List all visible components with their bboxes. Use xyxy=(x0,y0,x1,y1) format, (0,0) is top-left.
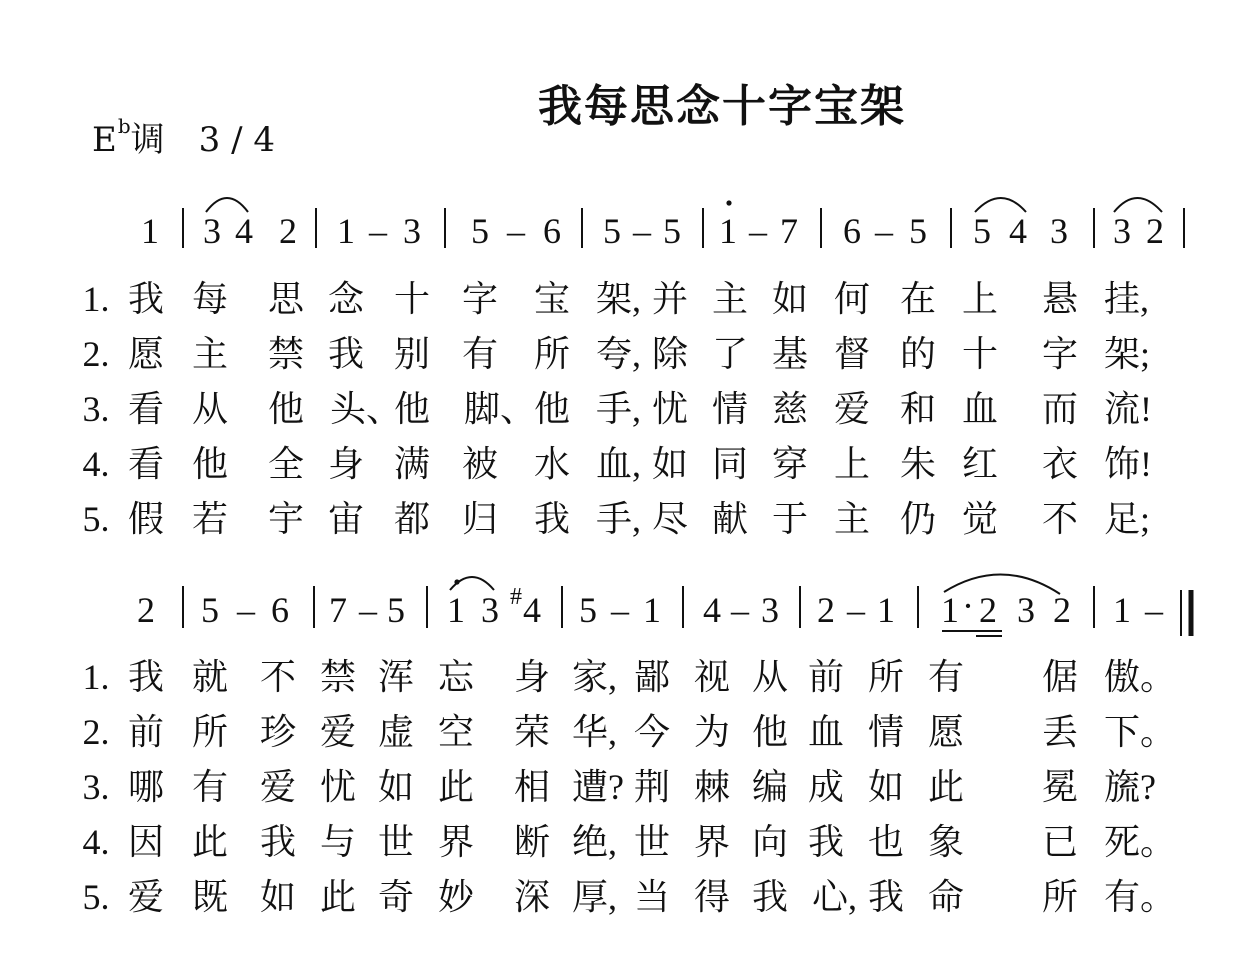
lyric: 我 xyxy=(807,822,845,862)
key-flat: b xyxy=(117,113,131,138)
lyric: 珍 xyxy=(259,712,297,752)
lyric: 身 xyxy=(327,444,365,484)
lyric: 前 xyxy=(807,657,845,697)
verse-number: 5. xyxy=(82,499,110,539)
lyric: 仍 xyxy=(899,499,937,539)
lyric: 深 xyxy=(513,877,551,917)
dash: – xyxy=(611,590,629,630)
lyric: 死。 xyxy=(1104,822,1177,862)
dash: – xyxy=(749,211,767,251)
lyric: 红 xyxy=(961,444,999,484)
lyric: 我 xyxy=(751,877,789,917)
dash: – xyxy=(507,211,525,251)
lyric: 字 xyxy=(461,279,499,319)
lyric: 视 xyxy=(693,657,731,697)
lyric: 十 xyxy=(961,334,999,374)
note: 5 xyxy=(603,211,621,251)
verse-number: 1. xyxy=(82,279,110,319)
lyric: 脚、 xyxy=(464,389,537,429)
note: 2 xyxy=(1053,590,1071,630)
lyric: 从 xyxy=(191,389,229,429)
lyric: 穿 xyxy=(771,444,809,484)
lyric: 衣 xyxy=(1041,444,1079,484)
dash: – xyxy=(1145,590,1163,630)
verse-number: 5. xyxy=(82,877,110,917)
lyric: 我 xyxy=(533,499,571,539)
note: 2 xyxy=(1146,211,1164,251)
lyric: 因 xyxy=(127,822,165,862)
note: 1 xyxy=(643,590,661,630)
note: 6 xyxy=(543,211,561,251)
lyric: 上 xyxy=(961,279,999,319)
note: 3 xyxy=(1050,211,1068,251)
lyric: 慈 xyxy=(771,389,809,429)
lyric: 如 xyxy=(771,279,809,319)
note: 3 xyxy=(1017,590,1035,630)
lyric: 浑 xyxy=(377,657,415,697)
lyric: 手, xyxy=(596,389,642,429)
lyric: 别 xyxy=(393,334,431,374)
lyric: 上 xyxy=(833,444,871,484)
lyric: 哪 xyxy=(127,767,165,807)
lyric: 家, xyxy=(572,657,618,697)
time-signature: 3 / 4 xyxy=(198,120,275,160)
lyric: 不 xyxy=(1041,499,1079,539)
verse-number: 4. xyxy=(82,822,110,862)
note: 7 xyxy=(329,590,347,630)
note: 1 xyxy=(941,590,959,630)
lyric: 尽 xyxy=(651,499,689,539)
lyric: 情 xyxy=(867,712,905,752)
lyric: 妙 xyxy=(437,877,475,917)
slur xyxy=(206,198,248,212)
note: 1 xyxy=(141,211,159,251)
lyric: 宙 xyxy=(327,499,365,539)
verse-number: 3. xyxy=(82,767,110,807)
lyric: 禁 xyxy=(319,657,357,697)
lyric: 此 xyxy=(437,767,475,807)
verse-4 xyxy=(83,822,1177,862)
lyric: 于 xyxy=(771,499,809,539)
lyric: 看 xyxy=(127,389,165,429)
note: 5 xyxy=(973,211,991,251)
note: 3 xyxy=(761,590,779,630)
lyric: 象 xyxy=(927,822,965,862)
lyric: 此 xyxy=(319,877,357,917)
note: 4 xyxy=(235,211,253,251)
dash: – xyxy=(731,590,749,630)
note: 2 xyxy=(137,590,155,630)
note: 1 xyxy=(719,211,737,251)
note: 4 xyxy=(523,590,541,630)
note: 1 xyxy=(1113,590,1131,630)
lyric: 下。 xyxy=(1104,712,1177,752)
note: 3 xyxy=(481,590,499,630)
notation-line-2 xyxy=(137,574,1191,636)
lyric: 命 xyxy=(927,877,965,917)
lyric: 荣 xyxy=(513,712,551,752)
sharp-sign: # xyxy=(510,584,522,610)
lyric: 血, xyxy=(596,444,642,484)
lyric: 头、 xyxy=(330,389,403,429)
verse-number: 1. xyxy=(82,657,110,697)
lyric: 空 xyxy=(437,712,475,752)
lyric: 界 xyxy=(437,822,475,862)
lyric: 如 xyxy=(867,767,905,807)
lyric: 若 xyxy=(191,499,229,539)
lyric: 宇 xyxy=(267,499,305,539)
slur xyxy=(1114,198,1162,212)
lyric: 有 xyxy=(461,334,499,374)
lyric: 觉 xyxy=(961,499,999,539)
lyric: 成 xyxy=(807,767,845,807)
slur xyxy=(975,198,1026,212)
note: 3 xyxy=(403,211,421,251)
note: 5 xyxy=(471,211,489,251)
lyric: 情 xyxy=(711,389,749,429)
lyric: 如 xyxy=(377,767,415,807)
verse-number: 4. xyxy=(82,444,110,484)
lyric: 前 xyxy=(127,712,165,752)
lyric: 主 xyxy=(711,279,749,319)
lyric: 爱 xyxy=(833,389,871,429)
lyric: 了 xyxy=(711,334,749,374)
note: 2 xyxy=(979,590,997,630)
dash: – xyxy=(369,211,387,251)
lyric: 得 xyxy=(693,877,731,917)
note: 5 xyxy=(387,590,405,630)
lyric: 与 xyxy=(319,822,357,862)
lyric: 此 xyxy=(927,767,965,807)
verse-5 xyxy=(83,877,1177,917)
dash: – xyxy=(237,590,255,630)
key-label: 调 xyxy=(130,120,165,160)
note: 1 xyxy=(447,590,465,630)
lyric: 我 xyxy=(127,657,165,697)
lyric: 我 xyxy=(127,279,165,319)
lyric: 和 xyxy=(899,389,937,429)
lyric: 悬 xyxy=(1041,279,1079,319)
lyric: 所 xyxy=(1041,877,1079,917)
lyric: 基 xyxy=(771,334,809,374)
lyric: 夸, xyxy=(596,334,642,374)
lyric: 何 xyxy=(833,279,871,319)
lyric: 满 xyxy=(393,444,431,484)
dash: – xyxy=(847,590,865,630)
lyric: 愿 xyxy=(127,334,165,374)
lyric: 如 xyxy=(259,877,297,917)
dash: – xyxy=(875,211,893,251)
lyric: 而 xyxy=(1041,389,1079,429)
lyric: 归 xyxy=(461,499,499,539)
lyric: 宝 xyxy=(533,279,571,319)
lyric: 他 xyxy=(191,444,229,484)
lyric: 除 xyxy=(651,334,689,374)
lyric: 忘 xyxy=(437,657,475,697)
lyric: 愿 xyxy=(927,712,965,752)
note: 6 xyxy=(843,211,861,251)
note: 5 xyxy=(663,211,681,251)
lyric: 不 xyxy=(259,657,297,697)
verse-number: 2. xyxy=(82,712,110,752)
verse-2 xyxy=(83,334,1151,374)
verse-3 xyxy=(83,767,1156,807)
lyric: 爱 xyxy=(319,712,357,752)
lyric: 被 xyxy=(461,444,499,484)
lyric: 冕 xyxy=(1041,767,1079,807)
lyric: 同 xyxy=(711,444,749,484)
key-letter: E xyxy=(92,120,117,160)
lyric: 如 xyxy=(651,444,689,484)
lyric: 断 xyxy=(513,822,551,862)
note: 5 xyxy=(201,590,219,630)
verse-2 xyxy=(83,712,1177,752)
lyric: 所 xyxy=(533,334,571,374)
lyric: 看 xyxy=(127,444,165,484)
note: 4 xyxy=(1009,211,1027,251)
lyric: 虚 xyxy=(377,712,415,752)
lyric: 饰! xyxy=(1104,444,1152,484)
note: 3 xyxy=(203,211,221,251)
lyric: 足; xyxy=(1104,499,1151,539)
lyric: 已 xyxy=(1041,822,1079,862)
high-octave-dot xyxy=(726,200,731,205)
lyric: 就 xyxy=(191,657,229,697)
lyric: 既 xyxy=(191,877,229,917)
lyric: 华, xyxy=(572,712,618,752)
lyric: 从 xyxy=(751,657,789,697)
lyric: 爱 xyxy=(259,767,297,807)
lyric: 都 xyxy=(393,499,431,539)
lyric: 鄙 xyxy=(633,657,671,697)
lyric: 他 xyxy=(393,389,431,429)
lyric: 身 xyxy=(513,657,551,697)
lyric: 朱 xyxy=(899,444,937,484)
lyric: 血 xyxy=(961,389,999,429)
lyric: 念 xyxy=(327,279,365,319)
lyric: 有 xyxy=(191,767,229,807)
note: 2 xyxy=(817,590,835,630)
lyrics-block-1 xyxy=(83,279,1153,539)
page-title: 我每思念十字宝架 xyxy=(538,81,906,132)
lyric: 有 xyxy=(927,657,965,697)
lyric: 我 xyxy=(327,334,365,374)
note: 5 xyxy=(579,590,597,630)
lyric: 忧 xyxy=(319,767,357,807)
lyric: 奇 xyxy=(377,877,415,917)
high-octave-dot xyxy=(454,579,459,584)
note: 4 xyxy=(703,590,721,630)
lyric: 禁 xyxy=(267,334,305,374)
lyric: 绝, xyxy=(572,822,618,862)
lyric: 心, xyxy=(812,877,858,917)
verse-number: 3. xyxy=(82,389,110,429)
lyric: 假 xyxy=(127,499,165,539)
lyric: 有。 xyxy=(1104,877,1177,917)
verse-5 xyxy=(83,499,1151,539)
lyric: 思 xyxy=(267,279,305,319)
lyric: 献 xyxy=(711,499,749,539)
lyric: 督 xyxy=(833,334,871,374)
lyric: 今 xyxy=(633,712,671,752)
lyric: 此 xyxy=(191,822,229,862)
lyric: 我 xyxy=(867,877,905,917)
note: 1 xyxy=(877,590,895,630)
lyric: 全 xyxy=(267,444,305,484)
note: 3 xyxy=(1113,211,1131,251)
lyric: 编 xyxy=(751,767,789,807)
lyric: 相 xyxy=(513,767,551,807)
lyric: 当 xyxy=(633,877,671,917)
lyric: 的 xyxy=(899,334,937,374)
lyric: 流! xyxy=(1104,389,1152,429)
note: 5 xyxy=(909,211,927,251)
note: 7 xyxy=(780,211,798,251)
lyric: 我 xyxy=(259,822,297,862)
lyric: 主 xyxy=(833,499,871,539)
lyric: 他 xyxy=(267,389,305,429)
note: 1 xyxy=(337,211,355,251)
dash: – xyxy=(359,590,377,630)
verse-3 xyxy=(83,389,1153,429)
lyric: 爱 xyxy=(127,877,165,917)
lyric: 血 xyxy=(807,712,845,752)
verse-1 xyxy=(83,279,1150,319)
dash: – xyxy=(633,211,651,251)
lyric: 挂, xyxy=(1104,279,1150,319)
lyric: 主 xyxy=(191,334,229,374)
lyric: 世 xyxy=(633,822,671,862)
note: 2 xyxy=(279,211,297,251)
lyric: 并 xyxy=(651,279,689,319)
lyric: 架; xyxy=(1104,334,1151,374)
lyric: 水 xyxy=(533,444,571,484)
lyric: 也 xyxy=(867,822,905,862)
lyric: 在 xyxy=(899,279,937,319)
verse-1 xyxy=(83,657,1177,697)
lyric: 界 xyxy=(693,822,731,862)
lyric: 丢 xyxy=(1041,712,1079,752)
lyric: 棘 xyxy=(693,767,731,807)
lyric: 字 xyxy=(1041,334,1079,374)
lyric: 傲。 xyxy=(1104,657,1177,697)
notation-line-1 xyxy=(141,198,1184,251)
dot: · xyxy=(962,586,974,626)
lyric: 世 xyxy=(377,822,415,862)
lyric: 架, xyxy=(596,279,642,319)
lyric: 倨 xyxy=(1041,657,1079,697)
lyric: 所 xyxy=(867,657,905,697)
lyric: 旒? xyxy=(1104,767,1156,807)
lyric: 为 xyxy=(693,712,731,752)
lyric: 他 xyxy=(533,389,571,429)
lyric: 所 xyxy=(191,712,229,752)
lyric: 十 xyxy=(393,279,431,319)
lyric: 手, xyxy=(596,499,642,539)
lyric: 向 xyxy=(751,822,789,862)
lyric: 厚, xyxy=(572,877,618,917)
lyric: 荆 xyxy=(633,767,671,807)
lyric: 忧 xyxy=(651,389,689,429)
note: 6 xyxy=(271,590,289,630)
verse-number: 2. xyxy=(82,334,110,374)
verse-4 xyxy=(83,444,1153,484)
lyric: 他 xyxy=(751,712,789,752)
lyric: 遭? xyxy=(572,767,624,807)
lyric: 每 xyxy=(191,279,229,319)
lyrics-block-2 xyxy=(83,657,1177,917)
